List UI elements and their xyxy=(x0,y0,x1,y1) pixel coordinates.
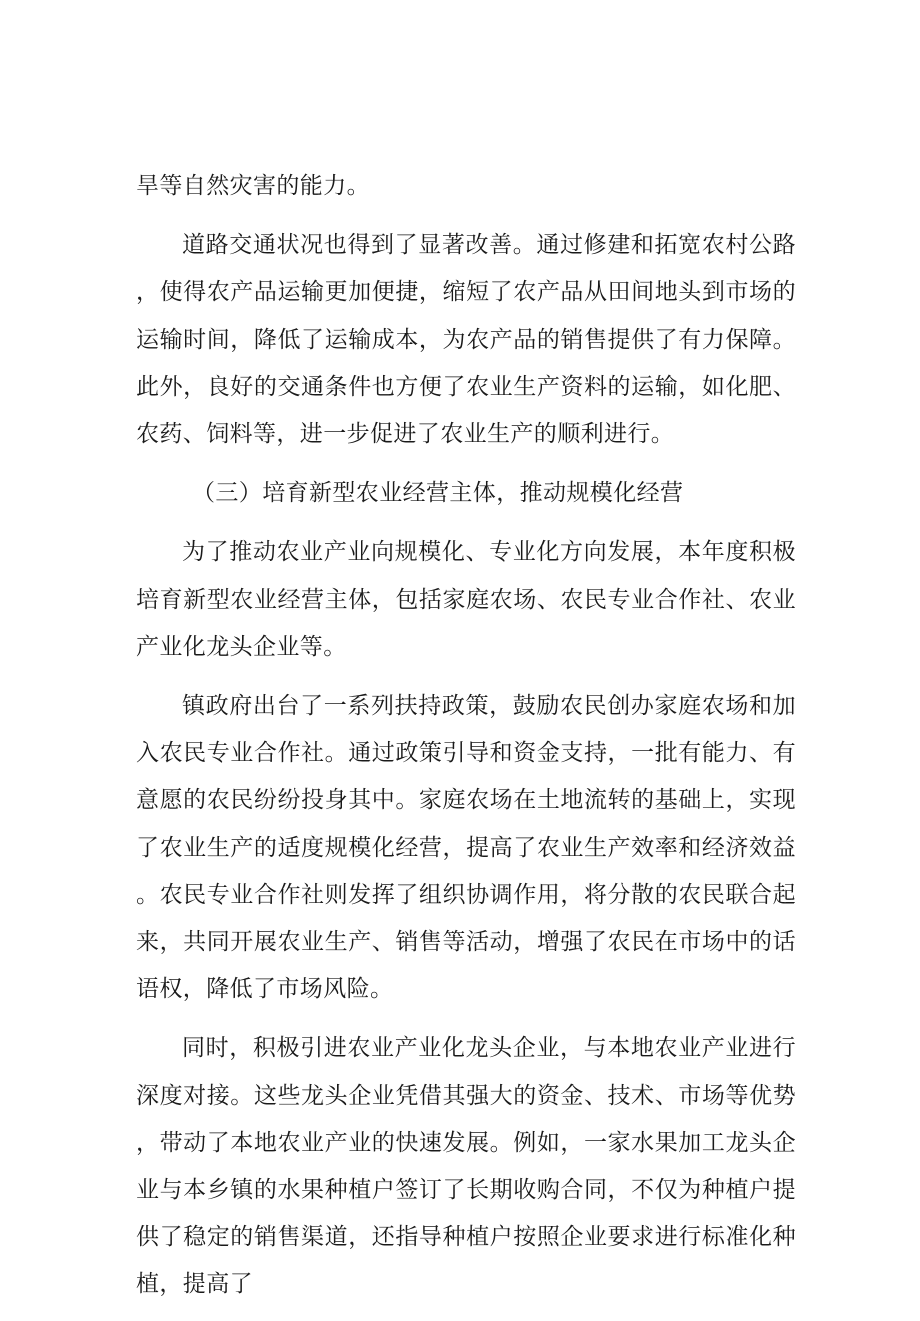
paragraph-leading-enterprises: 同时，积极引进农业产业化龙头企业，与本地农业产业进行深度对接。这些龙头企业凭借其强大的资金、技术、市场等优势，带动了本地农业产业的快速发展。例如，一家水果加工龙头企业与本乡镇的水果种植户签订了长期收购合同，不仅为种植户提供了稳定的销售渠道，还指导种植户按照企业要求进行标准化种植，提高了 xyxy=(136,1035,796,1298)
paragraph-road-transport: 道路交通状况也得到了显著改善。通过修建和拓宽农村公路，使得农产品运输更加便捷，缩短了农产品从田间地头到市场的运输时间，降低了运输成本，为农产品的销售提供了有力保障。此外，良好的交通条件也方便了农业生产资料的运输，如化肥、农药、饲料等，进一步促进了农业生产的顺利进行。 xyxy=(136,232,796,448)
paragraph-town-policy: 镇政府出台了一系列扶持政策，鼓励农民创办家庭农场和加入农民专业合作社。通过政策引导和资金支持，一批有能力、有意愿的农民纷纷投身其中。家庭农场在土地流转的基础上，实现了农业生产的适度规模化经营，提高了农业生产效率和经济效益。农民专业合作社则发挥了组织协调作用，将分散的农民联合起来，共同开展农业生产、销售等活动，增强了农民在市场中的话语权，降低了市场风险。 xyxy=(136,693,796,1003)
paragraph-new-entities: 为了推动农业产业向规模化、专业化方向发展，本年度积极培育新型农业经营主体，包括家庭农场、农民专业合作社、农业产业化龙头企业等。 xyxy=(136,539,796,660)
section-heading-3: （三）培育新型农业经营主体，推动规模化经营 xyxy=(192,480,684,507)
document-body xyxy=(136,163,796,1321)
paragraph-continuation: 旱等自然灾害的能力。 xyxy=(136,173,370,199)
